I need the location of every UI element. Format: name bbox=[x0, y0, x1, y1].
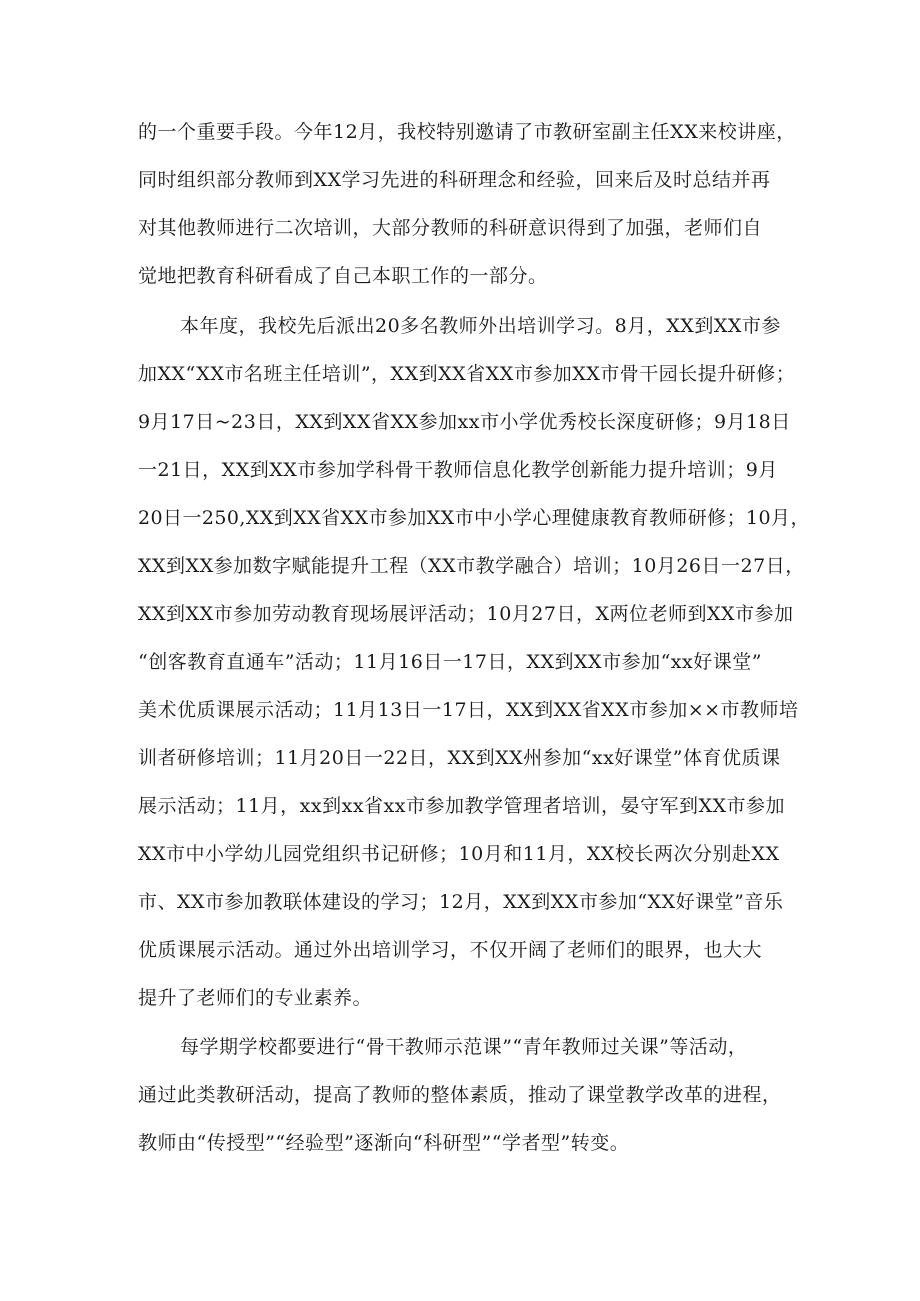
text-line: 训者研修培训；11月20日一22日，XX到XX州参加“xx好课堂”体育优质课 bbox=[138, 747, 781, 769]
text-line: XX到XX市参加劳动教育现场展评活动；10月27日，X两位老师到XX市参加 bbox=[138, 603, 794, 625]
text-line: 通过此类教研活动，提高了教师的整体素质，推动了课堂教学改革的进程， bbox=[138, 1084, 782, 1106]
text-line: 加XX“XX市名班主任培训”，XX到XX省XX市参加XX市骨干园长提升研修； bbox=[138, 363, 796, 385]
text-line: 的一个重要手段。今年12月，我校特别邀请了市教研室副主任XX来校讲座， bbox=[138, 121, 796, 143]
text-line: 一21日，XX到XX市参加学科骨干教师信息化教学创新能力提升培训；9月 bbox=[138, 459, 778, 481]
text-line: 教师由“传授型”“经验型”逐渐向“科研型”“学者型”转变。 bbox=[138, 1132, 630, 1154]
text-line: XX到XX参加数字赋能提升工程（XX市教学融合）培训；10月26日一27日， bbox=[138, 555, 805, 577]
text-line: 优质课展示活动。通过外出培训学习，不仅开阔了老师们的眼界，也大大 bbox=[138, 939, 763, 961]
text-line: XX市中小学幼儿园党组织书记研修；10月和11月，XX校长两次分别赴XX bbox=[138, 843, 780, 865]
text-line: 同时组织部分教师到XX学习先进的科研理念和经验，回来后及时总结并再 bbox=[138, 169, 771, 191]
text-line: 觉地把教育科研看成了自己本职工作的一部分。 bbox=[138, 265, 548, 287]
text-line: 每学期学校都要进行“骨干教师示范课”“青年教师过关课”等活动， bbox=[180, 1036, 748, 1058]
text-line: 提升了老师们的专业素养。 bbox=[138, 987, 373, 1009]
text-line: 9月17日~23日，XX到XX省XX参加xx市小学优秀校长深度研修；9月18日 bbox=[138, 411, 791, 433]
text-line: 市、XX市参加教联体建设的学习；12月，XX到XX市参加“XX好课堂”音乐 bbox=[138, 891, 784, 913]
text-line: 美术优质课展示活动；11月13日一17日，XX到XX省XX市参加××市教师培 bbox=[138, 699, 799, 721]
text-line: 20日一250,XX到XX省XX市参加XX市中小学心理健康教育教师研修；10月， bbox=[138, 507, 810, 529]
text-line: 本年度，我校先后派出20多名教师外出培训学习。8月，XX到XX市参 bbox=[180, 315, 781, 337]
text-line: “创客教育直通车”活动；11月16日一17日，XX到XX市参加“xx好课堂” bbox=[138, 651, 762, 673]
text-line: 对其他教师进行二次培训，大部分教师的科研意识得到了加强，老师们自 bbox=[138, 217, 763, 239]
text-line: 展示活动；11月，xx到xx省xx市参加教学管理者培训，晏守军到XX市参加 bbox=[138, 795, 786, 817]
